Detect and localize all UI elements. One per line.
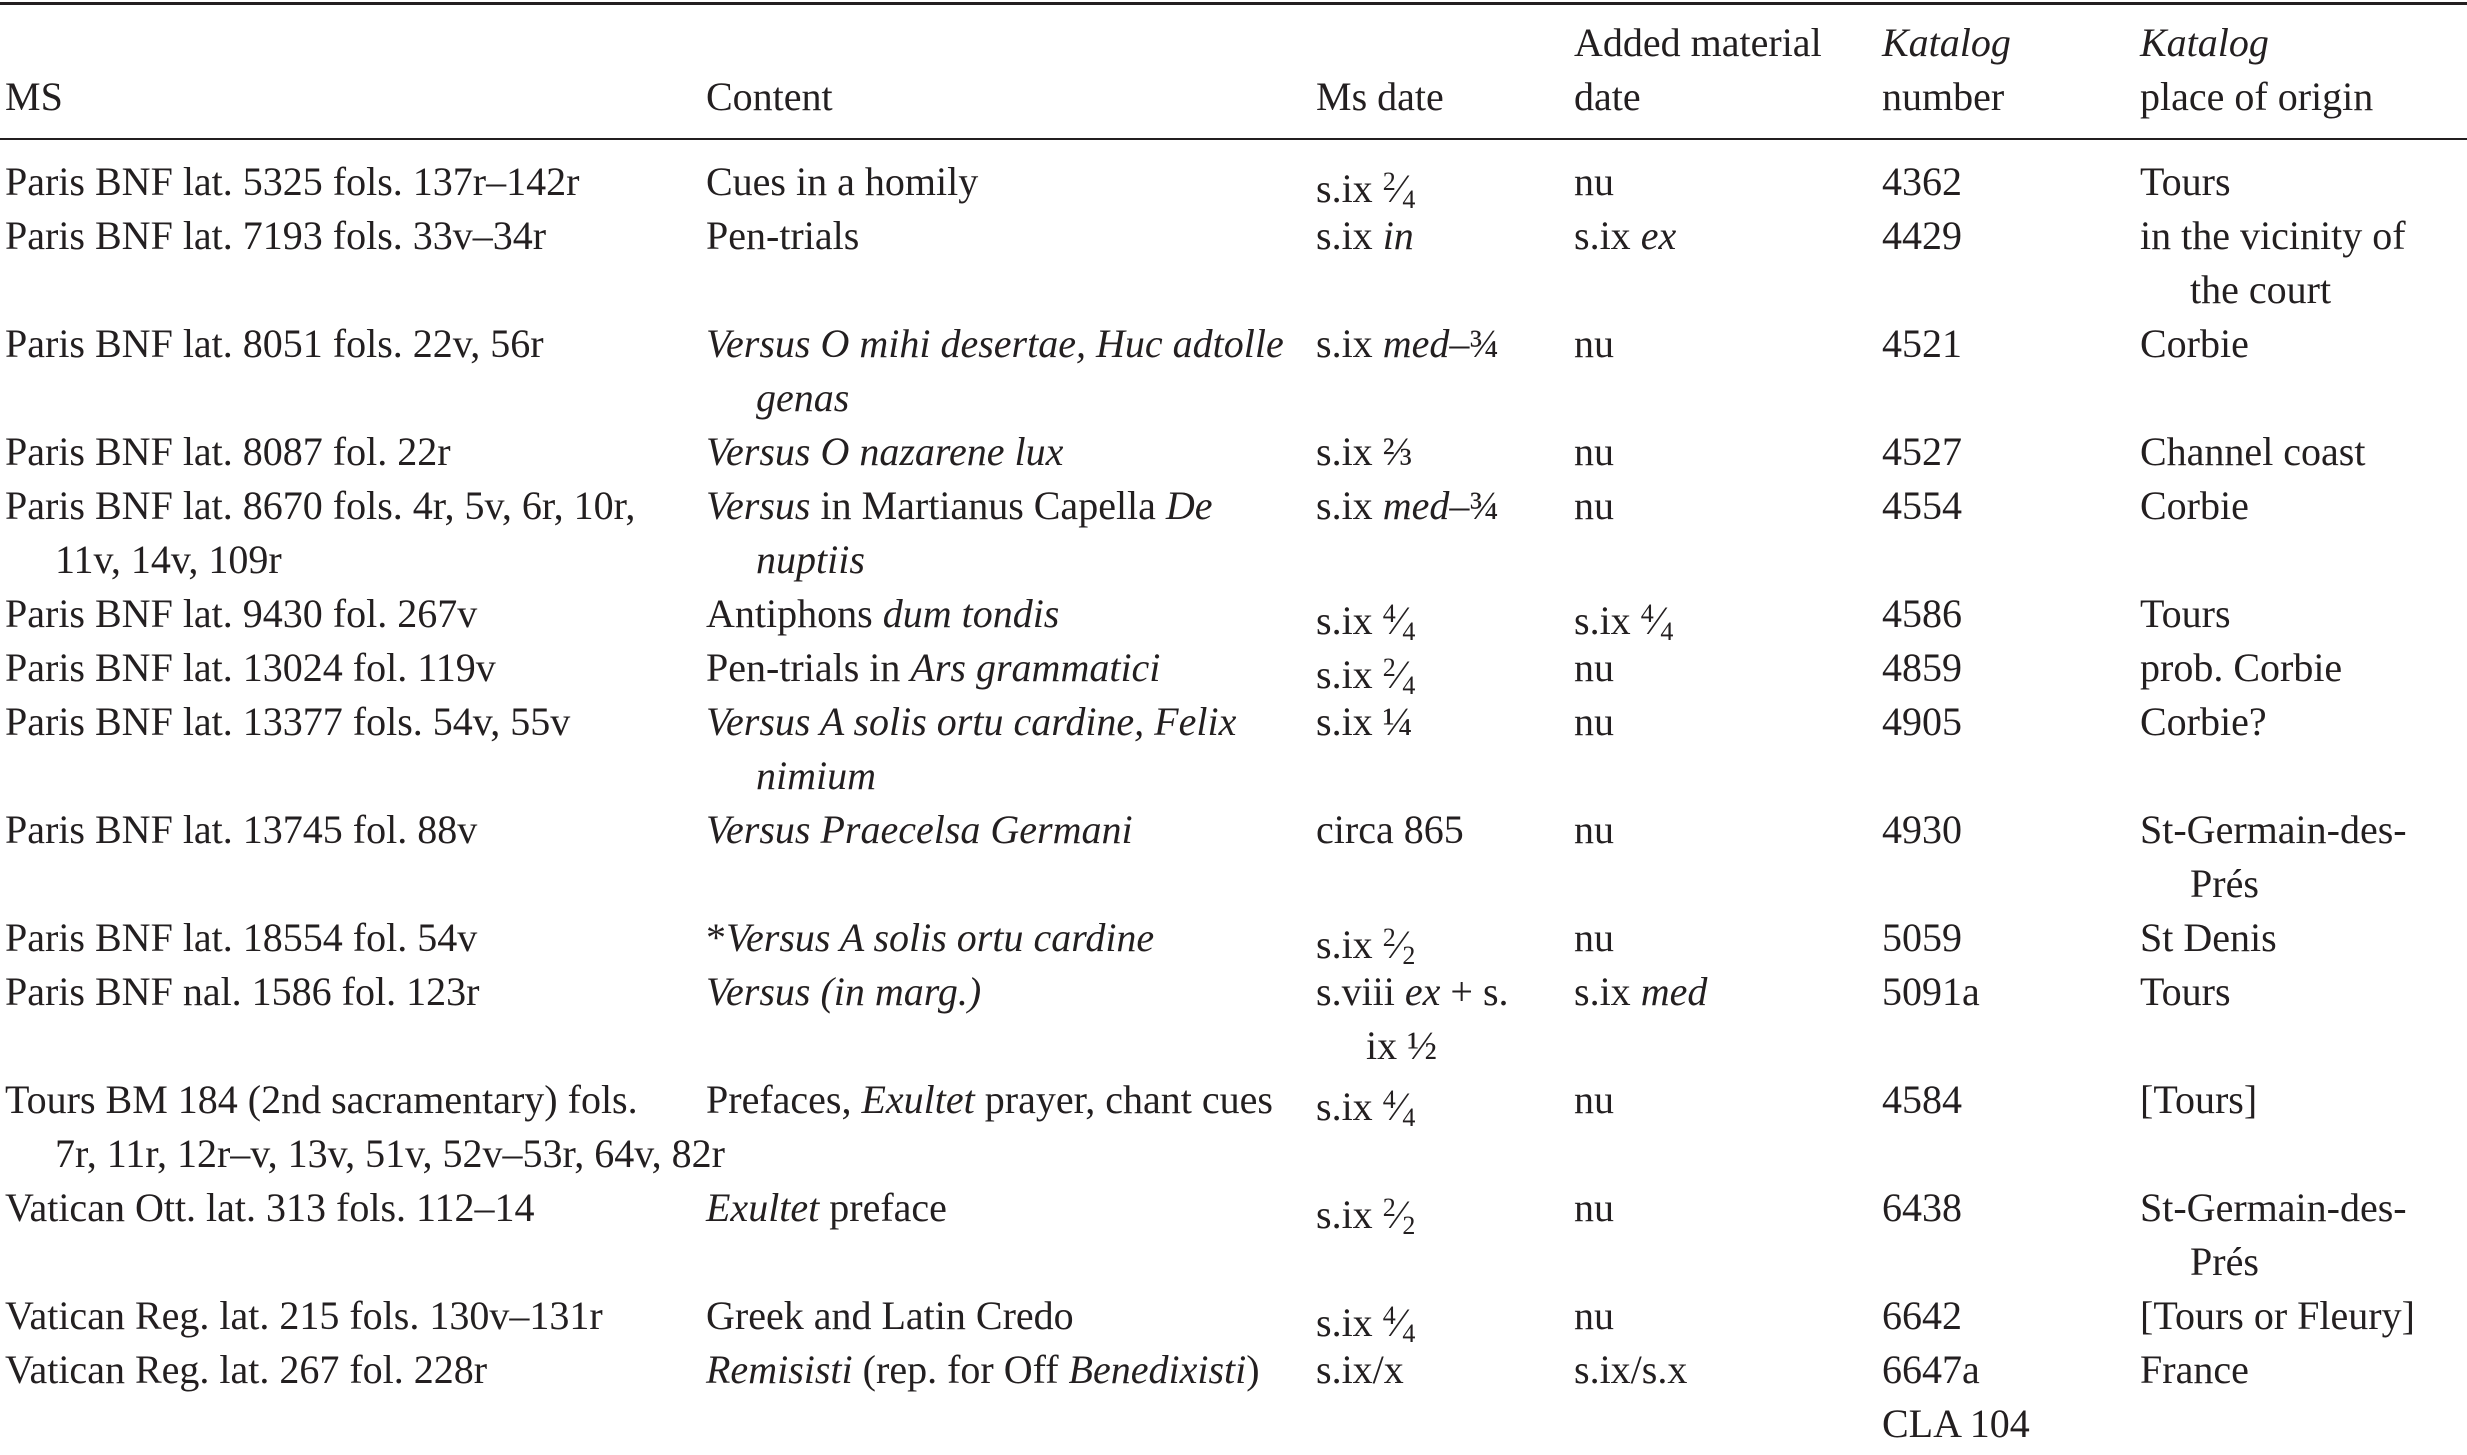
cell-ms: Vatican Reg. lat. 267 fol. 228r (5, 1347, 488, 1392)
cell-added-date: s.ix $^4$⁄4 (1574, 598, 1674, 646)
cell-ms-date: s.ix ⅔ (1316, 429, 1413, 474)
cell-katalog-number: 4905 (1882, 699, 1962, 744)
cell-content: Exultet preface (706, 1185, 947, 1230)
cell-origin: Corbie? (2140, 699, 2267, 744)
cell-added-date: nu (1574, 915, 1614, 960)
cell-ms-date: s.ix $^2$⁄4 (1316, 166, 1416, 214)
cell-katalog-number: 6647a CLA 104 (1882, 1347, 2030, 1446)
cell-added-date: nu (1574, 699, 1614, 744)
cell-ms: Paris BNF lat. 9430 fol. 267v (5, 591, 478, 636)
cell-origin: prob. Corbie (2140, 645, 2343, 690)
cell-added-date: s.ix ex (1574, 213, 1677, 258)
header-ms-date: Ms date (1316, 74, 1444, 119)
cell-ms-date: s.ix med–¾ (1316, 321, 1500, 366)
cell-ms: Tours BM 184 (2nd sacramentary) fols. 7r, 11r, 12r–v, 13v, 51v, 52v–53r, 64v, 82r (5, 1077, 725, 1176)
cell-katalog-number: 6438 (1882, 1185, 1962, 1230)
cell-added-date: nu (1574, 1293, 1614, 1338)
cell-added-date: nu (1574, 1077, 1614, 1122)
cell-content: Prefaces, Exultet prayer, chant cues (706, 1077, 1273, 1122)
cell-ms: Paris BNF lat. 18554 fol. 54v (5, 915, 478, 960)
cell-katalog-number: 6642 (1882, 1293, 1962, 1338)
cell-katalog-number: 4429 (1882, 213, 1962, 258)
cell-content: Versus O nazarene lux (706, 429, 1064, 474)
cell-ms: Paris BNF lat. 8670 fols. 4r, 5v, 6r, 10r, 11v, 14v, 109r (5, 483, 636, 582)
cell-origin: St-Germain-des- Prés (2140, 807, 2407, 906)
cell-ms-date: s.ix ¼ (1316, 699, 1413, 744)
cell-katalog-number: 4527 (1882, 429, 1962, 474)
header-katalog-origin: Katalog place of origin (2140, 20, 2374, 119)
cell-katalog-number: 4930 (1882, 807, 1962, 852)
cell-katalog-number: 4362 (1882, 159, 1962, 204)
cell-content: Remisisti (rep. for Off Benedixisti) (706, 1347, 1260, 1392)
cell-katalog-number: 4859 (1882, 645, 1962, 690)
cell-ms: Paris BNF lat. 8087 fol. 22r (5, 429, 451, 474)
cell-content: Greek and Latin Credo (706, 1293, 1074, 1338)
cell-ms: Vatican Ott. lat. 313 fols. 112–14 (5, 1185, 535, 1230)
cell-origin: Channel coast (2140, 429, 2366, 474)
cell-origin: Tours (2140, 159, 2231, 204)
cell-content: Pen-trials (706, 213, 860, 258)
cell-added-date: nu (1574, 645, 1614, 690)
cell-katalog-number: 4521 (1882, 321, 1962, 366)
cell-ms: Vatican Reg. lat. 215 fols. 130v–131r (5, 1293, 603, 1338)
cell-added-date: nu (1574, 1185, 1614, 1230)
cell-content: *Versus A solis ortu cardine (706, 915, 1155, 960)
cell-content: Cues in a homily (706, 159, 979, 204)
cell-origin: St Denis (2140, 915, 2277, 960)
cell-katalog-number: 4584 (1882, 1077, 1962, 1122)
cell-ms-date: s.ix/x (1316, 1347, 1404, 1392)
cell-ms-date: s.ix $^2$⁄4 (1316, 652, 1416, 700)
cell-origin: Tours (2140, 591, 2231, 636)
cell-added-date: nu (1574, 321, 1614, 366)
cell-ms: Paris BNF lat. 5325 fols. 137r–142r (5, 159, 580, 204)
cell-ms: Paris BNF lat. 8051 fols. 22v, 56r (5, 321, 544, 366)
cell-content: Antiphons dum tondis (706, 591, 1060, 636)
cell-ms-date: s.ix med–¾ (1316, 483, 1500, 528)
cell-origin: St-Germain-des- Prés (2140, 1185, 2407, 1284)
table-top-rule (0, 2, 2467, 5)
cell-added-date: nu (1574, 159, 1614, 204)
cell-added-date: nu (1574, 429, 1614, 474)
cell-ms-date: s.ix $^2$⁄2 (1316, 922, 1416, 970)
cell-ms: Paris BNF lat. 7193 fols. 33v–34r (5, 213, 547, 258)
cell-added-date: s.ix med (1574, 969, 1708, 1014)
cell-ms-date: circa 865 (1316, 807, 1464, 852)
cell-added-date: nu (1574, 483, 1614, 528)
cell-ms-date: s.ix $^4$⁄4 (1316, 1300, 1416, 1348)
cell-ms-date: s.viii ex + s. ix ½ (1316, 969, 1509, 1068)
cell-origin: in the vicinity of the court (2140, 213, 2406, 312)
cell-ms: Paris BNF nal. 1586 fol. 123r (5, 969, 480, 1014)
header-content: Content (706, 74, 833, 119)
cell-content: Versus (in marg.) (706, 969, 982, 1014)
cell-katalog-number: 4554 (1882, 483, 1962, 528)
cell-origin: [Tours or Fleury] (2140, 1293, 2415, 1338)
cell-content: Versus A solis ortu cardine, Felix nimium (706, 699, 1237, 798)
cell-origin: [Tours] (2140, 1077, 2258, 1122)
cell-content: Versus in Martianus Capella De nuptiis (706, 483, 1213, 582)
header-added-date: Added material date (1574, 20, 1822, 119)
header-ms: MS (5, 74, 63, 119)
cell-ms-date: s.ix $^4$⁄4 (1316, 598, 1416, 646)
cell-ms: Paris BNF lat. 13745 fol. 88v (5, 807, 478, 852)
cell-origin: France (2140, 1347, 2249, 1392)
cell-content: Versus O mihi desertae, Huc adtolle genas (706, 321, 1284, 420)
cell-katalog-number: 4586 (1882, 591, 1962, 636)
cell-origin: Tours (2140, 969, 2231, 1014)
cell-ms-date: s.ix $^4$⁄4 (1316, 1084, 1416, 1132)
cell-ms: Paris BNF lat. 13377 fols. 54v, 55v (5, 699, 571, 744)
table-header-rule (0, 138, 2467, 140)
cell-origin: Corbie (2140, 483, 2249, 528)
cell-ms-date: s.ix $^2$⁄2 (1316, 1192, 1416, 1240)
cell-added-date: s.ix/s.x (1574, 1347, 1688, 1392)
cell-content: Pen-trials in Ars grammatici (706, 645, 1161, 690)
cell-ms: Paris BNF lat. 13024 fol. 119v (5, 645, 496, 690)
cell-katalog-number: 5091a (1882, 969, 1980, 1014)
cell-ms-date: s.ix in (1316, 213, 1414, 258)
header-katalog-number: Katalog number (1882, 20, 2011, 119)
cell-katalog-number: 5059 (1882, 915, 1962, 960)
cell-added-date: nu (1574, 807, 1614, 852)
cell-origin: Corbie (2140, 321, 2249, 366)
cell-content: Versus Praecelsa Germani (706, 807, 1133, 852)
